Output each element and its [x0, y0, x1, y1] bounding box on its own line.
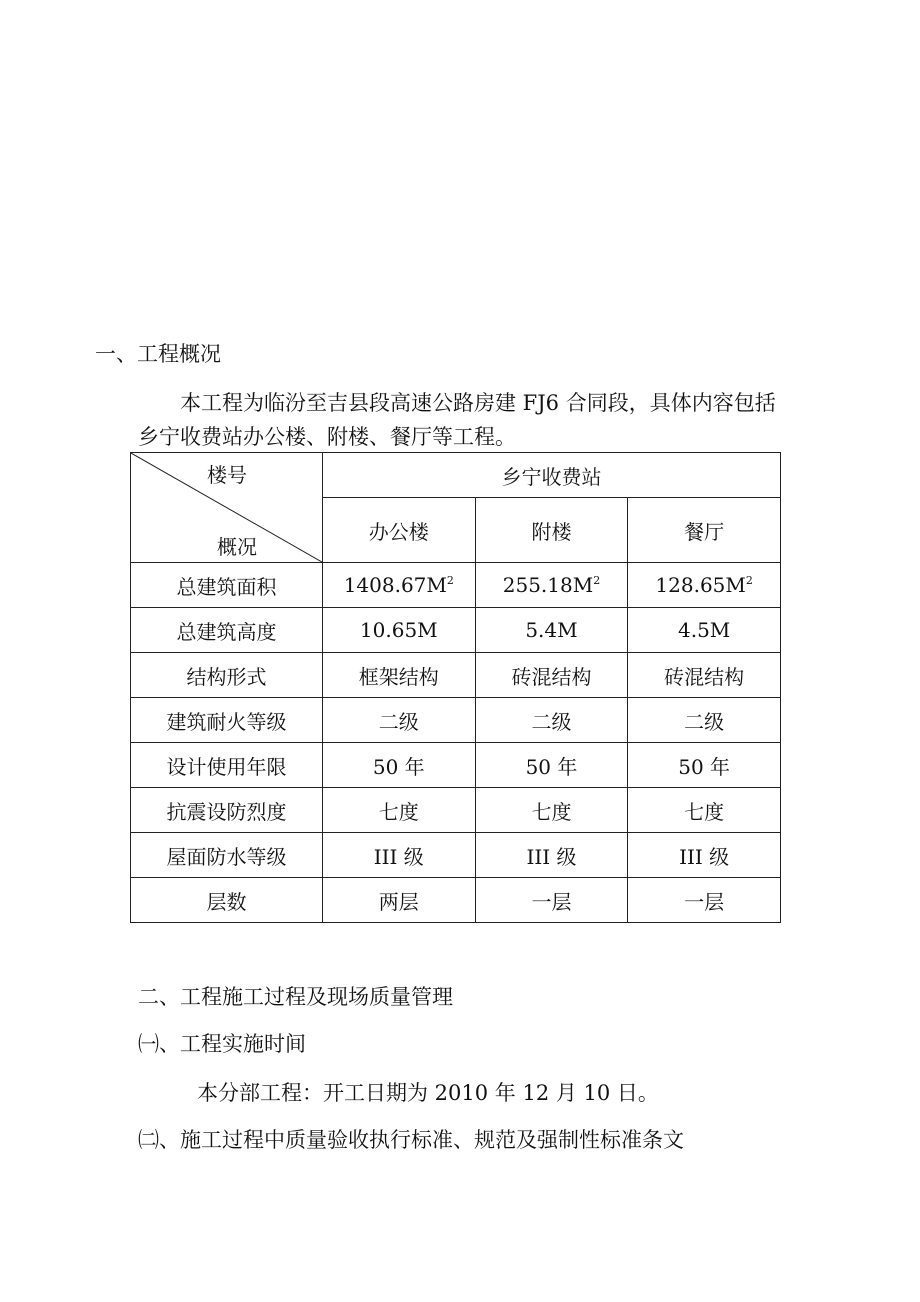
- group-header-cell: 乡宁收费站: [322, 453, 780, 498]
- row-label: 屋面防水等级: [131, 833, 323, 878]
- subsection-heading-standards: ㈡、施工过程中质量验收执行标准、规范及强制性标准条文: [138, 1128, 684, 1152]
- table-cell: 50 年: [322, 743, 475, 788]
- table-cell: [322, 563, 475, 608]
- superscript: 2: [446, 574, 454, 587]
- table-row: [131, 878, 781, 923]
- table-row: [131, 563, 781, 608]
- column-header: 办公楼: [322, 498, 475, 563]
- table-row: [131, 653, 781, 698]
- section-heading-process: 二、工程施工过程及现场质量管理: [138, 985, 453, 1009]
- column-header: 附楼: [475, 498, 628, 563]
- table-cell: 砖混结构: [475, 653, 628, 698]
- table-cell: 两层: [322, 878, 475, 923]
- table-cell: 50 年: [628, 743, 781, 788]
- table-cell: 砖混结构: [628, 653, 781, 698]
- cell-value: 255.18M: [502, 573, 594, 597]
- table-cell: 5.4M: [475, 608, 628, 653]
- row-label: 设计使用年限: [131, 743, 323, 788]
- corner-label-overview: 概况: [217, 535, 257, 559]
- row-label: 总建筑高度: [131, 608, 323, 653]
- row-label: 抗震设防烈度: [131, 788, 323, 833]
- overview-paragraph-line-2: 乡宁收费站办公楼、附楼、餐厅等工程。: [138, 425, 516, 449]
- table-cell: 一层: [475, 878, 628, 923]
- table-row: [131, 788, 781, 833]
- table-row: [131, 833, 781, 878]
- table-cell: 七度: [322, 788, 475, 833]
- table-row: [131, 608, 781, 653]
- superscript: 2: [593, 574, 601, 587]
- table-row: [131, 698, 781, 743]
- table-cell: III 级: [628, 833, 781, 878]
- table-cell: 4.5M: [628, 608, 781, 653]
- table-corner-cell: [131, 453, 323, 563]
- cell-value: 1408.67M: [343, 573, 447, 597]
- table-cell: 框架结构: [322, 653, 475, 698]
- table-cell: 二级: [475, 698, 628, 743]
- table-cell: [628, 563, 781, 608]
- subsection-heading-schedule: ㈠、工程实施时间: [138, 1032, 306, 1056]
- row-label: 结构形式: [131, 653, 323, 698]
- cell-value: 128.65M: [655, 573, 746, 597]
- corner-label-building: 楼号: [207, 463, 247, 487]
- table-cell: 二级: [322, 698, 475, 743]
- table-cell: 一层: [628, 878, 781, 923]
- section-heading-overview: 一、工程概况: [95, 342, 221, 366]
- table-cell: 10.65M: [322, 608, 475, 653]
- table-cell: 七度: [628, 788, 781, 833]
- column-header: 餐厅: [628, 498, 781, 563]
- table-cell: III 级: [475, 833, 628, 878]
- row-label: 层数: [131, 878, 323, 923]
- project-overview-table: [130, 452, 781, 923]
- superscript: 2: [745, 574, 753, 587]
- table-cell: III 级: [322, 833, 475, 878]
- table-row: [131, 743, 781, 788]
- overview-paragraph-line-1: 本工程为临汾至吉县段高速公路房建 FJ6 合同段，具体内容包括: [180, 391, 776, 415]
- row-label: 建筑耐火等级: [131, 698, 323, 743]
- table-cell: 七度: [475, 788, 628, 833]
- schedule-paragraph: 本分部工程：开工日期为 2010 年 12 月 10 日。: [197, 1081, 659, 1105]
- table-cell: 50 年: [475, 743, 628, 788]
- table-cell: 二级: [628, 698, 781, 743]
- row-label: 总建筑面积: [131, 563, 323, 608]
- table-cell: [475, 563, 628, 608]
